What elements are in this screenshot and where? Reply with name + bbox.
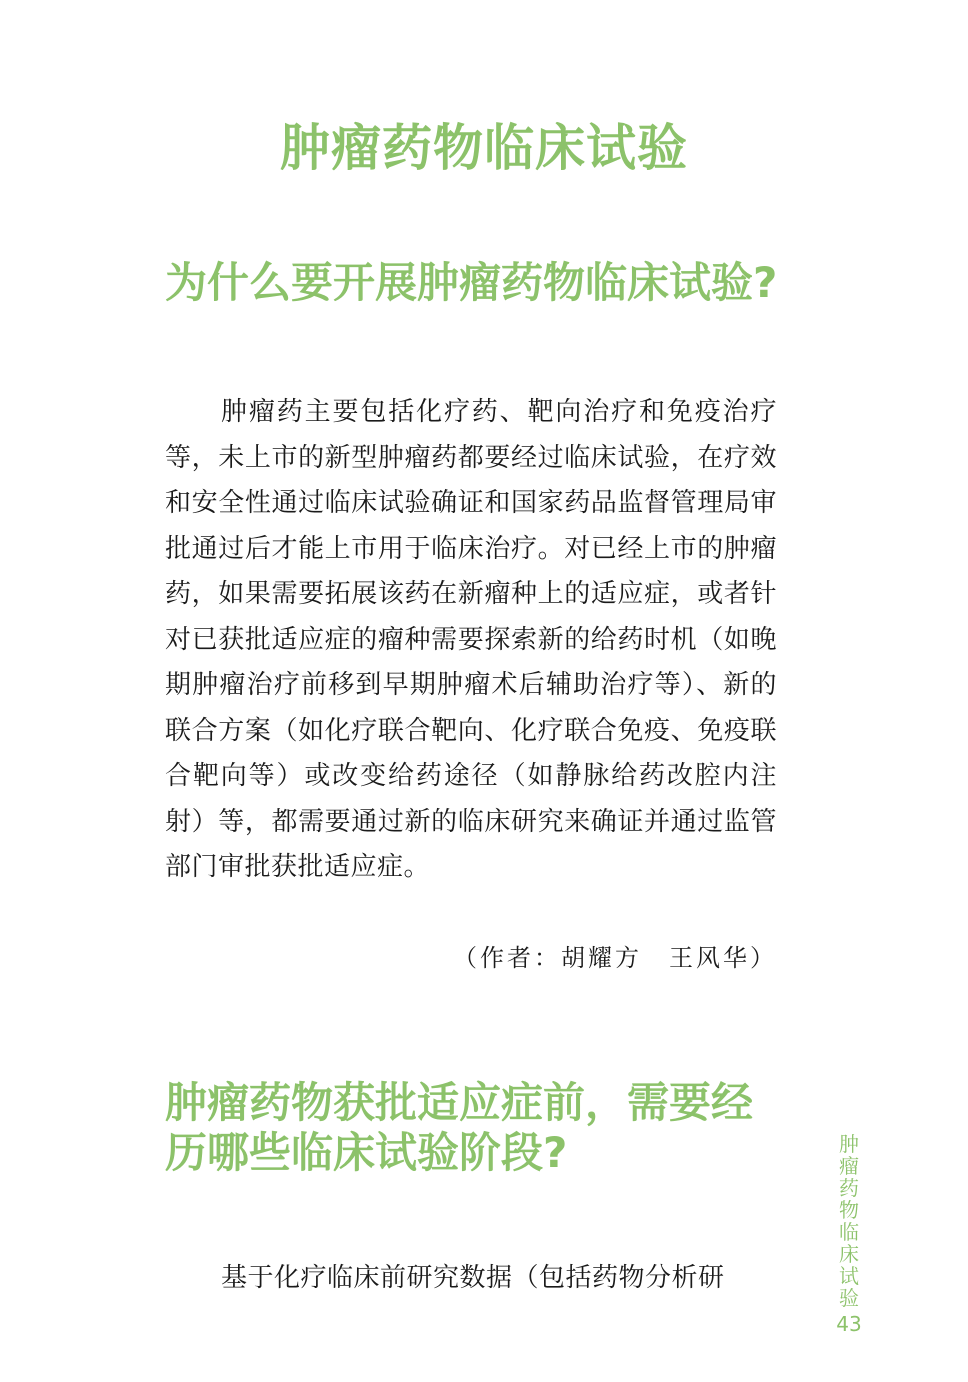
section-body-why: 肿瘤药主要包括化疗药、靶向治疗和免疫治疗等，未上市的新型肿瘤药都要经过临床试验，在疗效和安全性通过临床试验确证和国家药品监督管理局审批通过后才能上市用于临床治疗。对已经上市的肿瘤药，如果需要拓展该药在新瘤种上的适应症，或者针对已获批适应症的瘤种需要探索新的给药时机（如晚期肿瘤治疗前移到早期肿瘤术后辅助治疗等）、新的联合方案（如化疗联合靶向、化疗联合免疫、免疫联合靶向等）或改变给药途径（如静脉给药改腔内注射）等，都需要通过新的临床研究来确证并通过监管部门审批获批适应症。 <box>165 397 777 882</box>
author-credit: （作者：胡耀方 王风华） <box>453 944 777 972</box>
section-body-stages: 基于化疗临床前研究数据（包括药物分析研 <box>221 1263 725 1293</box>
section-heading-stages: 肿瘤药物获批适应症前，需要经历哪些临床试验阶段? <box>165 1078 754 1177</box>
page-number: 43 <box>836 1312 862 1336</box>
page-title: 肿瘤药物临床试验 <box>280 119 688 177</box>
section-heading-why: 为什么要开展肿瘤药物临床试验? <box>165 258 778 307</box>
side-tab-label: 肿瘤药物临床试验 <box>839 1132 859 1310</box>
